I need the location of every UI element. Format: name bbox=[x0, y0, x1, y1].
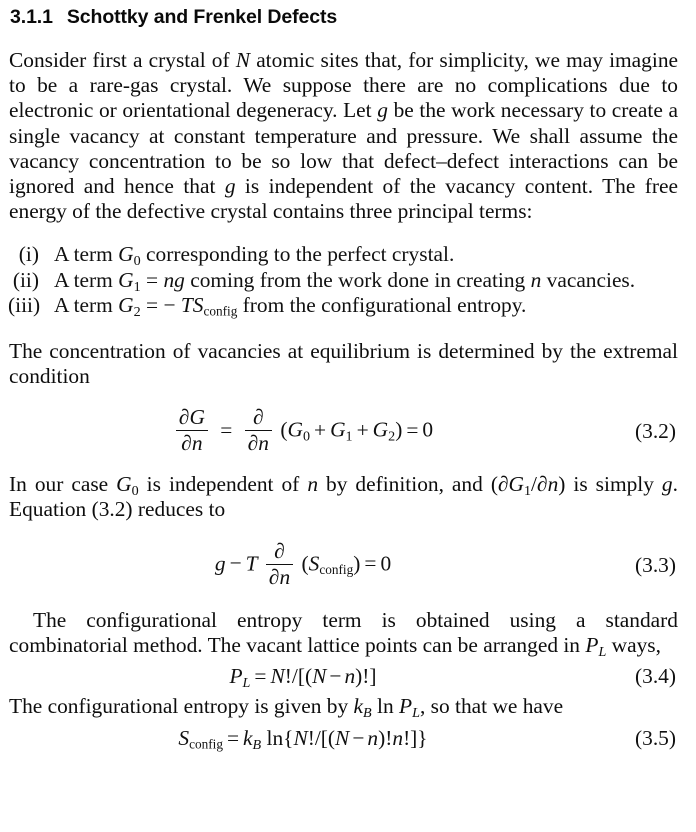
math-subscript: L bbox=[242, 675, 251, 692]
list-marker: (i) bbox=[18, 242, 39, 267]
paragraph-entropy bbox=[8, 694, 678, 722]
list-item-text bbox=[54, 268, 678, 293]
equation-number: (3.2) bbox=[635, 419, 676, 444]
section-title: Schottky and Frenkel Defects bbox=[66, 6, 338, 28]
text-run: The configurational entropy is given by bbox=[9, 694, 354, 719]
math-plus: + bbox=[314, 417, 327, 442]
math-equals: = bbox=[140, 267, 164, 292]
math-var-P: P bbox=[399, 694, 413, 719]
paren-close: ) bbox=[395, 417, 403, 442]
math-equals: = bbox=[364, 551, 377, 576]
partial-symbol: ∂ bbox=[497, 472, 509, 497]
math-var-n: n bbox=[344, 664, 356, 689]
fraction-d-dn bbox=[266, 540, 293, 589]
text-run: be the work necessary to create a single vacancy at constant temperature and pressure. We shall assume the vacancy concentration to be so low that defect–defect interactions can be ignored and hence that bbox=[9, 98, 678, 199]
math-var-g: g bbox=[661, 472, 673, 497]
paragraph-combinatorial bbox=[8, 607, 678, 661]
equation-expression bbox=[214, 538, 392, 590]
math-plus: + bbox=[356, 417, 369, 442]
math-var-S: S bbox=[192, 293, 204, 318]
text-run: The concentration of vacancies at equilibrium is determined by the extremal condition bbox=[9, 338, 678, 388]
math-subscript-config: config bbox=[189, 736, 223, 752]
fraction-denominator bbox=[245, 431, 272, 455]
math-factorial: !/[( bbox=[307, 725, 336, 750]
math-var-G: G bbox=[118, 267, 134, 292]
math-subscript: 0 bbox=[133, 253, 141, 270]
equation-number: (3.5) bbox=[635, 725, 676, 750]
text-run: is independent of the vacancy content. The free energy of the defective crystal contains three principal terms: bbox=[9, 174, 678, 224]
equation-body bbox=[8, 726, 598, 751]
math-var-n: n bbox=[547, 472, 559, 497]
math-subscript: 0 bbox=[131, 483, 139, 500]
math-equals: = − bbox=[140, 293, 181, 318]
math-ln: ln{ bbox=[261, 725, 294, 750]
math-var-n: n bbox=[279, 564, 291, 589]
paragraph-reduction bbox=[8, 472, 678, 522]
equation-3-5 bbox=[8, 726, 678, 751]
partial-symbol: ∂ bbox=[268, 564, 280, 589]
partial-symbol: ∂ bbox=[253, 404, 264, 429]
paragraph-extremal bbox=[8, 339, 678, 389]
text-run: coming from the work done in creating bbox=[184, 267, 531, 292]
math-var-N: N bbox=[293, 725, 308, 750]
equation-3-4 bbox=[8, 664, 678, 692]
paren-open: ( bbox=[301, 551, 309, 576]
math-factorial: )! bbox=[378, 725, 393, 750]
equation-body bbox=[8, 664, 598, 692]
equation-number: (3.4) bbox=[635, 664, 676, 689]
section-heading bbox=[8, 0, 678, 29]
partial-symbol: ∂ bbox=[537, 472, 548, 497]
math-var-G: G bbox=[118, 242, 134, 267]
list-item-text bbox=[54, 293, 678, 321]
math-subscript: L bbox=[598, 644, 607, 661]
equation-expression bbox=[229, 664, 377, 692]
equation-body bbox=[8, 538, 598, 590]
math-var-g: g bbox=[174, 267, 185, 292]
math-subscript: B bbox=[252, 736, 262, 753]
math-slash: / bbox=[531, 472, 537, 497]
equation-expression bbox=[173, 404, 434, 456]
text-run: In our case bbox=[9, 472, 117, 497]
math-var-P: P bbox=[585, 633, 599, 658]
math-var-N: N bbox=[335, 725, 350, 750]
math-ln: ln bbox=[371, 694, 400, 719]
fraction-denominator bbox=[176, 431, 208, 455]
text-run: , so that we have bbox=[419, 694, 564, 719]
math-equals: = bbox=[226, 725, 240, 750]
math-var-N: N bbox=[312, 664, 327, 689]
math-var-P: P bbox=[229, 664, 243, 689]
list-item bbox=[8, 242, 678, 270]
math-var-g: g bbox=[214, 551, 226, 576]
math-equals: = bbox=[220, 417, 233, 442]
math-var-N: N bbox=[235, 48, 251, 72]
fraction-d-dn bbox=[245, 406, 272, 455]
math-var-n: n bbox=[367, 725, 379, 750]
math-var-g: g bbox=[224, 174, 236, 199]
math-var-n: n bbox=[307, 472, 319, 497]
math-subscript: 2 bbox=[388, 428, 396, 445]
math-var-T: T bbox=[245, 551, 258, 576]
math-var-G: G bbox=[508, 472, 524, 497]
math-factorial: !/[( bbox=[284, 664, 313, 689]
paragraph-intro bbox=[8, 48, 678, 224]
equation-body bbox=[8, 404, 598, 456]
list-item bbox=[8, 268, 678, 293]
fraction-denominator bbox=[266, 565, 293, 589]
text-run: from the configurational entropy. bbox=[237, 293, 527, 318]
paren-open: ( bbox=[280, 417, 288, 442]
math-var-N: N bbox=[270, 664, 285, 689]
fraction-numerator bbox=[176, 406, 208, 431]
math-subscript: L bbox=[412, 705, 420, 722]
math-var-G: G bbox=[116, 472, 132, 497]
list-item bbox=[8, 293, 678, 321]
math-subscript: 1 bbox=[133, 278, 141, 295]
math-subscript: 0 bbox=[302, 428, 310, 445]
math-minus: − bbox=[229, 551, 242, 576]
text-run: A term bbox=[54, 293, 119, 318]
partial-symbol: ∂ bbox=[274, 538, 285, 563]
math-subscript-config: config bbox=[319, 561, 354, 577]
list-item-text bbox=[54, 242, 678, 270]
math-factorial: )!] bbox=[355, 664, 377, 689]
text-run: A term bbox=[54, 267, 119, 292]
math-var-G0: G bbox=[287, 417, 303, 442]
math-zero: 0 bbox=[422, 417, 434, 442]
list-marker: (ii) bbox=[12, 267, 39, 292]
math-var-k: k bbox=[353, 694, 364, 719]
equation-expression bbox=[178, 726, 427, 751]
equation-3-2 bbox=[8, 404, 678, 456]
text-run: vacancies. bbox=[541, 267, 636, 292]
fraction-dG-dn bbox=[176, 406, 208, 455]
math-var-k: k bbox=[243, 725, 253, 750]
math-minus: − bbox=[329, 664, 342, 689]
math-var-G1: G bbox=[330, 417, 346, 442]
text-run: is independent of bbox=[138, 472, 308, 497]
text-run: The configurational entropy term is obtained using a standard combinatorial method. The vacant lattice points can be arranged in bbox=[9, 607, 678, 658]
list-marker: (iii) bbox=[8, 293, 41, 318]
fraction-numerator bbox=[266, 540, 293, 565]
text-run: by definition, and ( bbox=[318, 472, 498, 497]
math-var-G2: G bbox=[372, 417, 389, 442]
partial-symbol: ∂ bbox=[178, 404, 190, 429]
math-var-G: G bbox=[118, 293, 134, 318]
math-var-n: n bbox=[258, 431, 269, 456]
math-equals: = bbox=[254, 664, 267, 689]
fraction-numerator bbox=[245, 406, 272, 431]
math-var-g: g bbox=[377, 98, 388, 123]
text-run: A term bbox=[54, 242, 119, 267]
math-var-n: n bbox=[530, 267, 542, 292]
math-var-n: n bbox=[163, 267, 175, 292]
text-run: atomic sites that, for simplicity, we may imagine to be a rare-gas crystal. We suppose there are no complications due to electronic or orientational degeneracy. Let bbox=[9, 48, 679, 123]
math-equals: = bbox=[406, 417, 419, 442]
math-subscript: 1 bbox=[345, 428, 353, 445]
math-var-G: G bbox=[189, 404, 205, 429]
text-run: Consider first a crystal of bbox=[9, 48, 236, 72]
text-run: ) is simply bbox=[558, 472, 662, 497]
equation-number: (3.3) bbox=[635, 552, 676, 577]
math-subscript: 2 bbox=[133, 304, 141, 321]
text-run: . Equation (3.2) reduces to bbox=[9, 472, 678, 522]
partial-symbol: ∂ bbox=[247, 431, 259, 456]
math-zero: 0 bbox=[380, 551, 392, 576]
math-var-n: n bbox=[392, 725, 404, 750]
math-minus: − bbox=[352, 725, 365, 750]
math-factorial: !]} bbox=[403, 725, 428, 750]
paren-close: ) bbox=[353, 551, 361, 576]
text-run: ways, bbox=[606, 633, 661, 658]
section-number: 3.1.1 bbox=[10, 6, 53, 28]
partial-symbol: ∂ bbox=[181, 431, 192, 456]
math-subscript: 1 bbox=[523, 483, 532, 500]
math-subscript-config: config bbox=[203, 303, 238, 319]
math-var-S: S bbox=[178, 725, 190, 750]
term-list bbox=[8, 242, 678, 321]
math-subscript: B bbox=[363, 705, 372, 722]
math-var-T: T bbox=[180, 293, 193, 318]
math-var-S: S bbox=[308, 551, 320, 576]
text-run: corresponding to the perfect crystal. bbox=[140, 242, 455, 267]
math-var-n: n bbox=[191, 431, 203, 456]
equation-3-3 bbox=[8, 538, 678, 590]
